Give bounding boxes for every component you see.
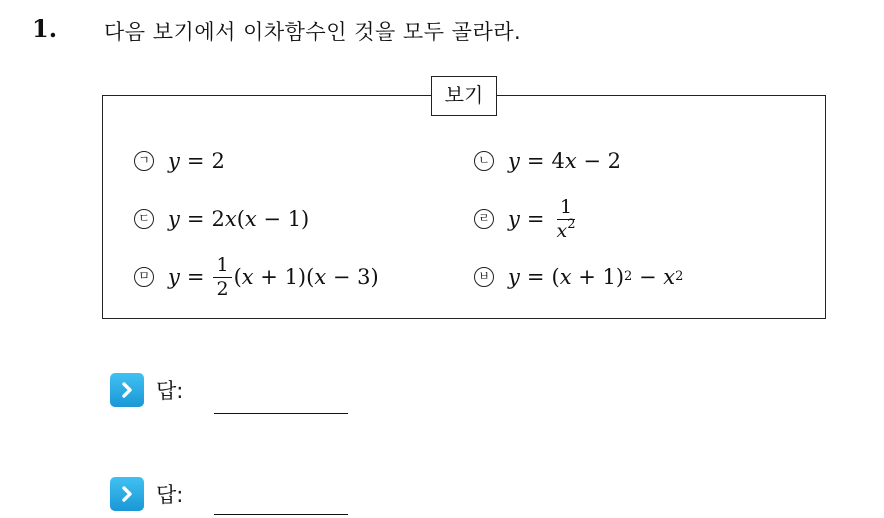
choices-box-title: 보기: [431, 76, 497, 116]
equation-lhs: y: [168, 149, 180, 173]
equation-variable: x: [559, 265, 572, 289]
choice-item-4: [474, 195, 580, 242]
question-text: 다음 보기에서 이차함수인 것을 모두 골라라.: [104, 20, 522, 44]
equation-equals: =: [526, 207, 545, 231]
choice-marker: ㅁ: [134, 267, 154, 287]
chevron-right-icon: [110, 373, 144, 407]
choice-item-5: [134, 253, 379, 300]
equation-lhs: y: [508, 265, 520, 289]
equation-term: 4: [551, 149, 565, 173]
question-number: 1.: [32, 14, 58, 43]
fraction-numerator: 1: [213, 256, 231, 278]
fraction-numerator: 1: [557, 198, 575, 220]
equation-variable: x: [314, 265, 327, 289]
equation-term: (: [236, 207, 245, 231]
equation-variable: x: [564, 149, 577, 173]
equation-variable: x: [556, 219, 568, 242]
equation-variable: x: [224, 207, 237, 231]
equation-term: (: [551, 265, 560, 289]
answer-input-line-2[interactable]: [214, 514, 348, 515]
fraction-denominator: 2: [216, 277, 229, 300]
equation-lhs: y: [168, 265, 180, 289]
equation-term: + 1)(: [253, 265, 315, 289]
equation-equals: =: [186, 265, 205, 289]
equation-term: − 3): [326, 265, 379, 289]
equation-term: 2: [211, 207, 225, 231]
choice-item-6: ㅂ y = ( x + 1) 2 − x 2: [474, 257, 683, 297]
equation-rhs: 2: [211, 149, 225, 173]
equation-fraction: [213, 253, 231, 300]
choice-marker: ㄴ: [474, 151, 494, 171]
equation-variable: x: [663, 265, 676, 289]
answer-input-line-1[interactable]: [214, 413, 348, 414]
equation-equals: =: [186, 149, 205, 173]
equation-term: (: [233, 265, 242, 289]
equation-lhs: y: [508, 207, 520, 231]
chevron-right-icon: [110, 477, 144, 511]
equation-variable: x: [241, 265, 254, 289]
choice-item-1: [134, 141, 225, 181]
choice-marker: ㄱ: [134, 151, 154, 171]
fraction-denominator: [553, 216, 578, 242]
equation-term: − 1): [256, 207, 310, 231]
equation-term: −: [632, 265, 664, 289]
equation-term: − 2: [576, 149, 622, 173]
answer-label: 답:: [156, 379, 184, 403]
equation-term: + 1): [571, 265, 625, 289]
choice-marker: ㄹ: [474, 209, 494, 229]
choice-item-2: [474, 141, 621, 181]
answer-label: 답:: [156, 483, 184, 507]
equation-equals: =: [526, 149, 545, 173]
choice-marker: ㅂ: [474, 267, 494, 287]
answer-row-1: [110, 370, 183, 410]
equation-fraction: [553, 195, 578, 242]
equation-lhs: y: [508, 149, 520, 173]
equation-lhs: y: [168, 207, 180, 231]
equation-equals: =: [526, 265, 545, 289]
equation-equals: =: [186, 207, 205, 231]
choice-item-3: [134, 199, 309, 239]
equation-variable: x: [244, 207, 257, 231]
exponent: 2: [567, 216, 576, 232]
answer-row-2: [110, 474, 183, 514]
choice-marker: ㄷ: [134, 209, 154, 229]
